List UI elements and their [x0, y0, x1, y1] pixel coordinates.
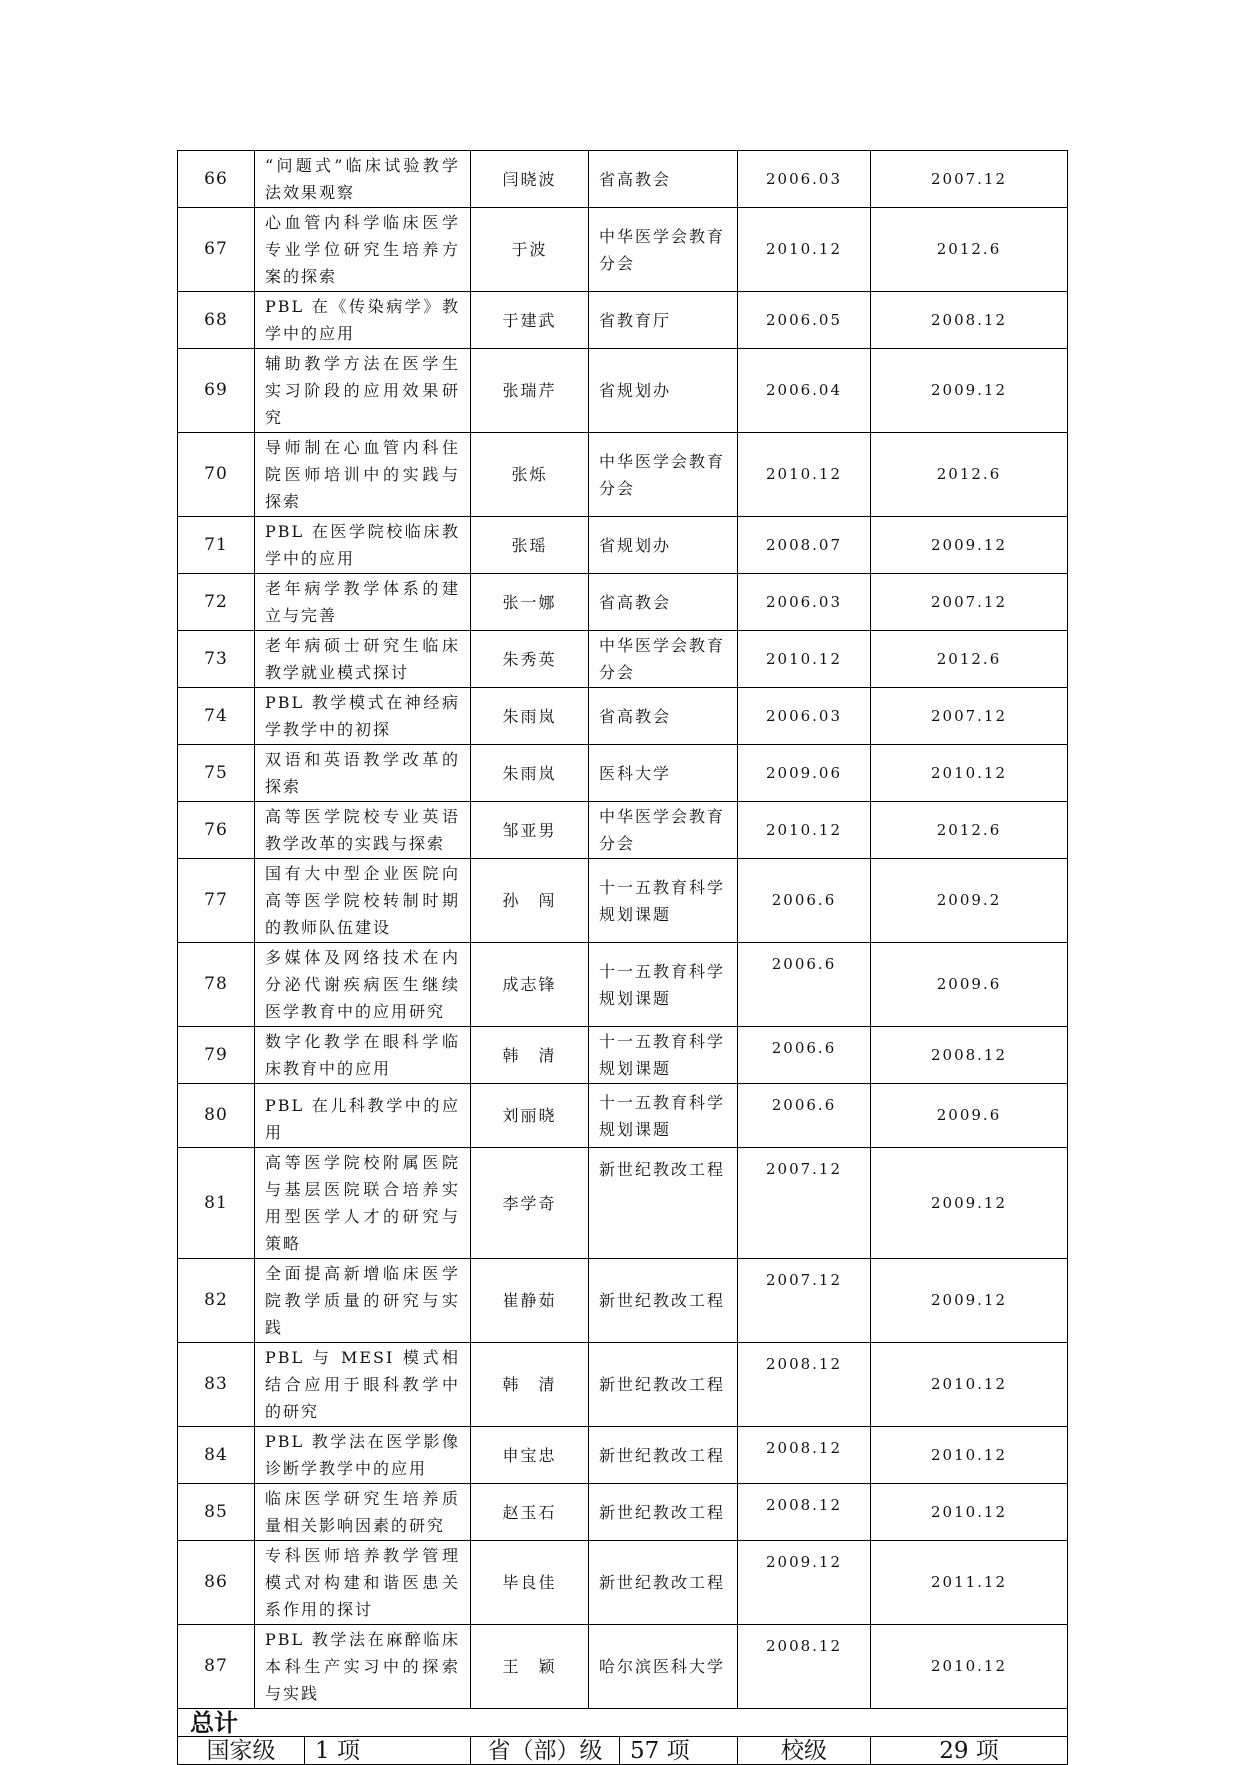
project-leader: 朱雨岚 — [471, 688, 589, 745]
table-row — [178, 208, 1068, 292]
end-date: 2012.6 — [871, 433, 1068, 517]
row-number: 79 — [178, 1027, 255, 1084]
project-leader: 成志锋 — [471, 943, 589, 1027]
row-number: 83 — [178, 1343, 255, 1427]
table-row — [178, 859, 1068, 943]
row-number: 84 — [178, 1427, 255, 1484]
table-row — [178, 349, 1068, 433]
funding-body: 十一五教育科学规划课题 — [589, 859, 738, 943]
funding-body: 十一五教育科学规划课题 — [589, 1027, 738, 1084]
table-row — [178, 1027, 1068, 1084]
start-date: 2008.12 — [738, 1484, 871, 1541]
funding-body: 新世纪教改工程 — [589, 1484, 738, 1541]
project-leader: 李学奇 — [471, 1148, 589, 1259]
start-date: 2006.03 — [738, 574, 871, 631]
end-date: 2010.12 — [871, 1343, 1068, 1427]
start-date: 2006.05 — [738, 292, 871, 349]
table-row — [178, 1259, 1068, 1343]
table-row — [178, 292, 1068, 349]
project-leader: 闫晓波 — [471, 151, 589, 208]
funding-body: 省高教会 — [589, 151, 738, 208]
project-leader: 于建武 — [471, 292, 589, 349]
school-label: 校级 — [738, 1737, 871, 1765]
start-date: 2006.6 — [738, 1084, 871, 1148]
total-label: 总计 — [178, 1709, 1068, 1737]
row-number: 69 — [178, 349, 255, 433]
table-row — [178, 631, 1068, 688]
start-date: 2009.12 — [738, 1541, 871, 1625]
project-leader: 邹亚男 — [471, 802, 589, 859]
end-date: 2011.12 — [871, 1541, 1068, 1625]
project-title: “问题式”临床试验教学法效果观察 — [255, 151, 471, 208]
project-leader: 赵玉石 — [471, 1484, 589, 1541]
project-title: 辅助教学方法在医学生实习阶段的应用效果研究 — [255, 349, 471, 433]
project-title: 老年病硕士研究生临床教学就业模式探讨 — [255, 631, 471, 688]
start-date: 2008.07 — [738, 517, 871, 574]
project-leader: 刘丽晓 — [471, 1084, 589, 1148]
start-date: 2007.12 — [738, 1148, 871, 1259]
project-title: 全面提高新增临床医学院教学质量的研究与实践 — [255, 1259, 471, 1343]
row-number: 78 — [178, 943, 255, 1027]
provincial-label: 省（部）级 — [471, 1737, 620, 1765]
end-date: 2009.12 — [871, 1148, 1068, 1259]
funding-body: 新世纪教改工程 — [589, 1148, 738, 1259]
table-row — [178, 1427, 1068, 1484]
end-date: 2009.2 — [871, 859, 1068, 943]
start-date: 2006.6 — [738, 943, 871, 1027]
funding-body: 中华医学会教育分会 — [589, 433, 738, 517]
funding-body: 省规划办 — [589, 517, 738, 574]
start-date: 2006.03 — [738, 688, 871, 745]
project-leader: 朱秀英 — [471, 631, 589, 688]
funding-body: 省规划办 — [589, 349, 738, 433]
project-leader: 张烁 — [471, 433, 589, 517]
project-title: 高等医学院校附属医院与基层医院联合培养实用型医学人才的研究与策略 — [255, 1148, 471, 1259]
project-title: PBL 在《传染病学》教学中的应用 — [255, 292, 471, 349]
row-number: 70 — [178, 433, 255, 517]
project-title: PBL 在医学院校临床教学中的应用 — [255, 517, 471, 574]
funding-body: 医科大学 — [589, 745, 738, 802]
start-date: 2006.03 — [738, 151, 871, 208]
table-row — [178, 1541, 1068, 1625]
table-row — [178, 745, 1068, 802]
funding-body: 省教育厅 — [589, 292, 738, 349]
project-title: 双语和英语教学改革的探索 — [255, 745, 471, 802]
table-row — [178, 1084, 1068, 1148]
project-leader: 孙 闯 — [471, 859, 589, 943]
project-title: PBL 与 MESI 模式相结合应用于眼科教学中的研究 — [255, 1343, 471, 1427]
project-title: 临床医学研究生培养质量相关影响因素的研究 — [255, 1484, 471, 1541]
table-row — [178, 151, 1068, 208]
project-title: 数字化教学在眼科学临床教育中的应用 — [255, 1027, 471, 1084]
table-row — [178, 1484, 1068, 1541]
row-number: 81 — [178, 1148, 255, 1259]
funding-body: 省高教会 — [589, 574, 738, 631]
end-date: 2012.6 — [871, 802, 1068, 859]
funding-body: 新世纪教改工程 — [589, 1427, 738, 1484]
funding-body: 中华医学会教育分会 — [589, 208, 738, 292]
project-leader: 张瑶 — [471, 517, 589, 574]
funding-body: 新世纪教改工程 — [589, 1541, 738, 1625]
project-title: 高等医学院校专业英语教学改革的实践与探索 — [255, 802, 471, 859]
project-leader: 张一娜 — [471, 574, 589, 631]
project-leader: 于波 — [471, 208, 589, 292]
project-leader: 申宝忠 — [471, 1427, 589, 1484]
project-title: PBL 教学法在医学影像诊断学教学中的应用 — [255, 1427, 471, 1484]
end-date: 2007.12 — [871, 688, 1068, 745]
table-row — [178, 517, 1068, 574]
national-count: 1 项 — [305, 1737, 471, 1765]
funding-body: 十一五教育科学规划课题 — [589, 1084, 738, 1148]
funding-body: 哈尔滨医科大学 — [589, 1625, 738, 1709]
row-number: 74 — [178, 688, 255, 745]
project-title: 老年病学教学体系的建立与完善 — [255, 574, 471, 631]
funding-body: 新世纪教改工程 — [589, 1259, 738, 1343]
school-count: 29 项 — [871, 1737, 1068, 1765]
end-date: 2012.6 — [871, 208, 1068, 292]
start-date: 2010.12 — [738, 631, 871, 688]
row-number: 85 — [178, 1484, 255, 1541]
project-leader: 崔静茹 — [471, 1259, 589, 1343]
project-title: PBL 教学模式在神经病学教学中的初探 — [255, 688, 471, 745]
project-title: PBL 在儿科教学中的应用 — [255, 1084, 471, 1148]
end-date: 2009.12 — [871, 349, 1068, 433]
project-title: 多媒体及网络技术在内分泌代谢疾病医生继续医学教育中的应用研究 — [255, 943, 471, 1027]
table-row — [178, 574, 1068, 631]
row-number: 66 — [178, 151, 255, 208]
funding-body: 十一五教育科学规划课题 — [589, 943, 738, 1027]
start-date: 2008.12 — [738, 1343, 871, 1427]
row-number: 87 — [178, 1625, 255, 1709]
row-number: 71 — [178, 517, 255, 574]
project-leader: 张瑞芹 — [471, 349, 589, 433]
start-date: 2007.12 — [738, 1259, 871, 1343]
summary-counts-row — [178, 1737, 1068, 1765]
project-leader: 韩 清 — [471, 1027, 589, 1084]
national-label: 国家级 — [178, 1737, 305, 1765]
end-date: 2009.12 — [871, 517, 1068, 574]
start-date: 2006.04 — [738, 349, 871, 433]
table-row — [178, 802, 1068, 859]
project-leader: 韩 清 — [471, 1343, 589, 1427]
table-row — [178, 688, 1068, 745]
provincial-count: 57 项 — [620, 1737, 738, 1765]
start-date: 2008.12 — [738, 1427, 871, 1484]
project-leader: 毕良佳 — [471, 1541, 589, 1625]
row-number: 72 — [178, 574, 255, 631]
row-number: 67 — [178, 208, 255, 292]
project-title: 国有大中型企业医院向高等医学院校转制时期的教师队伍建设 — [255, 859, 471, 943]
start-date: 2006.6 — [738, 859, 871, 943]
project-title: 导师制在心血管内科住院医师培训中的实践与探索 — [255, 433, 471, 517]
project-title: PBL 教学法在麻醉临床本科生产实习中的探索与实践 — [255, 1625, 471, 1709]
start-date: 2008.12 — [738, 1625, 871, 1709]
summary-table — [177, 1708, 1068, 1765]
start-date: 2009.06 — [738, 745, 871, 802]
funding-body: 省高教会 — [589, 688, 738, 745]
project-leader: 朱雨岚 — [471, 745, 589, 802]
row-number: 77 — [178, 859, 255, 943]
start-date: 2010.12 — [738, 802, 871, 859]
end-date: 2009.12 — [871, 1259, 1068, 1343]
start-date: 2006.6 — [738, 1027, 871, 1084]
project-title: 专科医师培养教学管理模式对构建和谐医患关系作用的探讨 — [255, 1541, 471, 1625]
end-date: 2012.6 — [871, 631, 1068, 688]
row-number: 76 — [178, 802, 255, 859]
table-row — [178, 1343, 1068, 1427]
end-date: 2010.12 — [871, 1427, 1068, 1484]
projects-table — [177, 150, 1068, 1709]
end-date: 2008.12 — [871, 1027, 1068, 1084]
end-date: 2009.6 — [871, 943, 1068, 1027]
row-number: 82 — [178, 1259, 255, 1343]
end-date: 2009.6 — [871, 1084, 1068, 1148]
end-date: 2007.12 — [871, 574, 1068, 631]
project-title: 心血管内科学临床医学专业学位研究生培养方案的探索 — [255, 208, 471, 292]
start-date: 2010.12 — [738, 433, 871, 517]
row-number: 75 — [178, 745, 255, 802]
project-leader: 王 颖 — [471, 1625, 589, 1709]
table-row — [178, 1625, 1068, 1709]
end-date: 2010.12 — [871, 1484, 1068, 1541]
row-number: 68 — [178, 292, 255, 349]
end-date: 2007.12 — [871, 151, 1068, 208]
funding-body: 中华医学会教育分会 — [589, 802, 738, 859]
table-row — [178, 433, 1068, 517]
row-number: 73 — [178, 631, 255, 688]
funding-body: 中华医学会教育分会 — [589, 631, 738, 688]
end-date: 2010.12 — [871, 745, 1068, 802]
end-date: 2008.12 — [871, 292, 1068, 349]
start-date: 2010.12 — [738, 208, 871, 292]
funding-body: 新世纪教改工程 — [589, 1343, 738, 1427]
table-row — [178, 943, 1068, 1027]
table-row — [178, 1148, 1068, 1259]
row-number: 80 — [178, 1084, 255, 1148]
row-number: 86 — [178, 1541, 255, 1625]
summary-total-row — [178, 1709, 1068, 1737]
end-date: 2010.12 — [871, 1625, 1068, 1709]
